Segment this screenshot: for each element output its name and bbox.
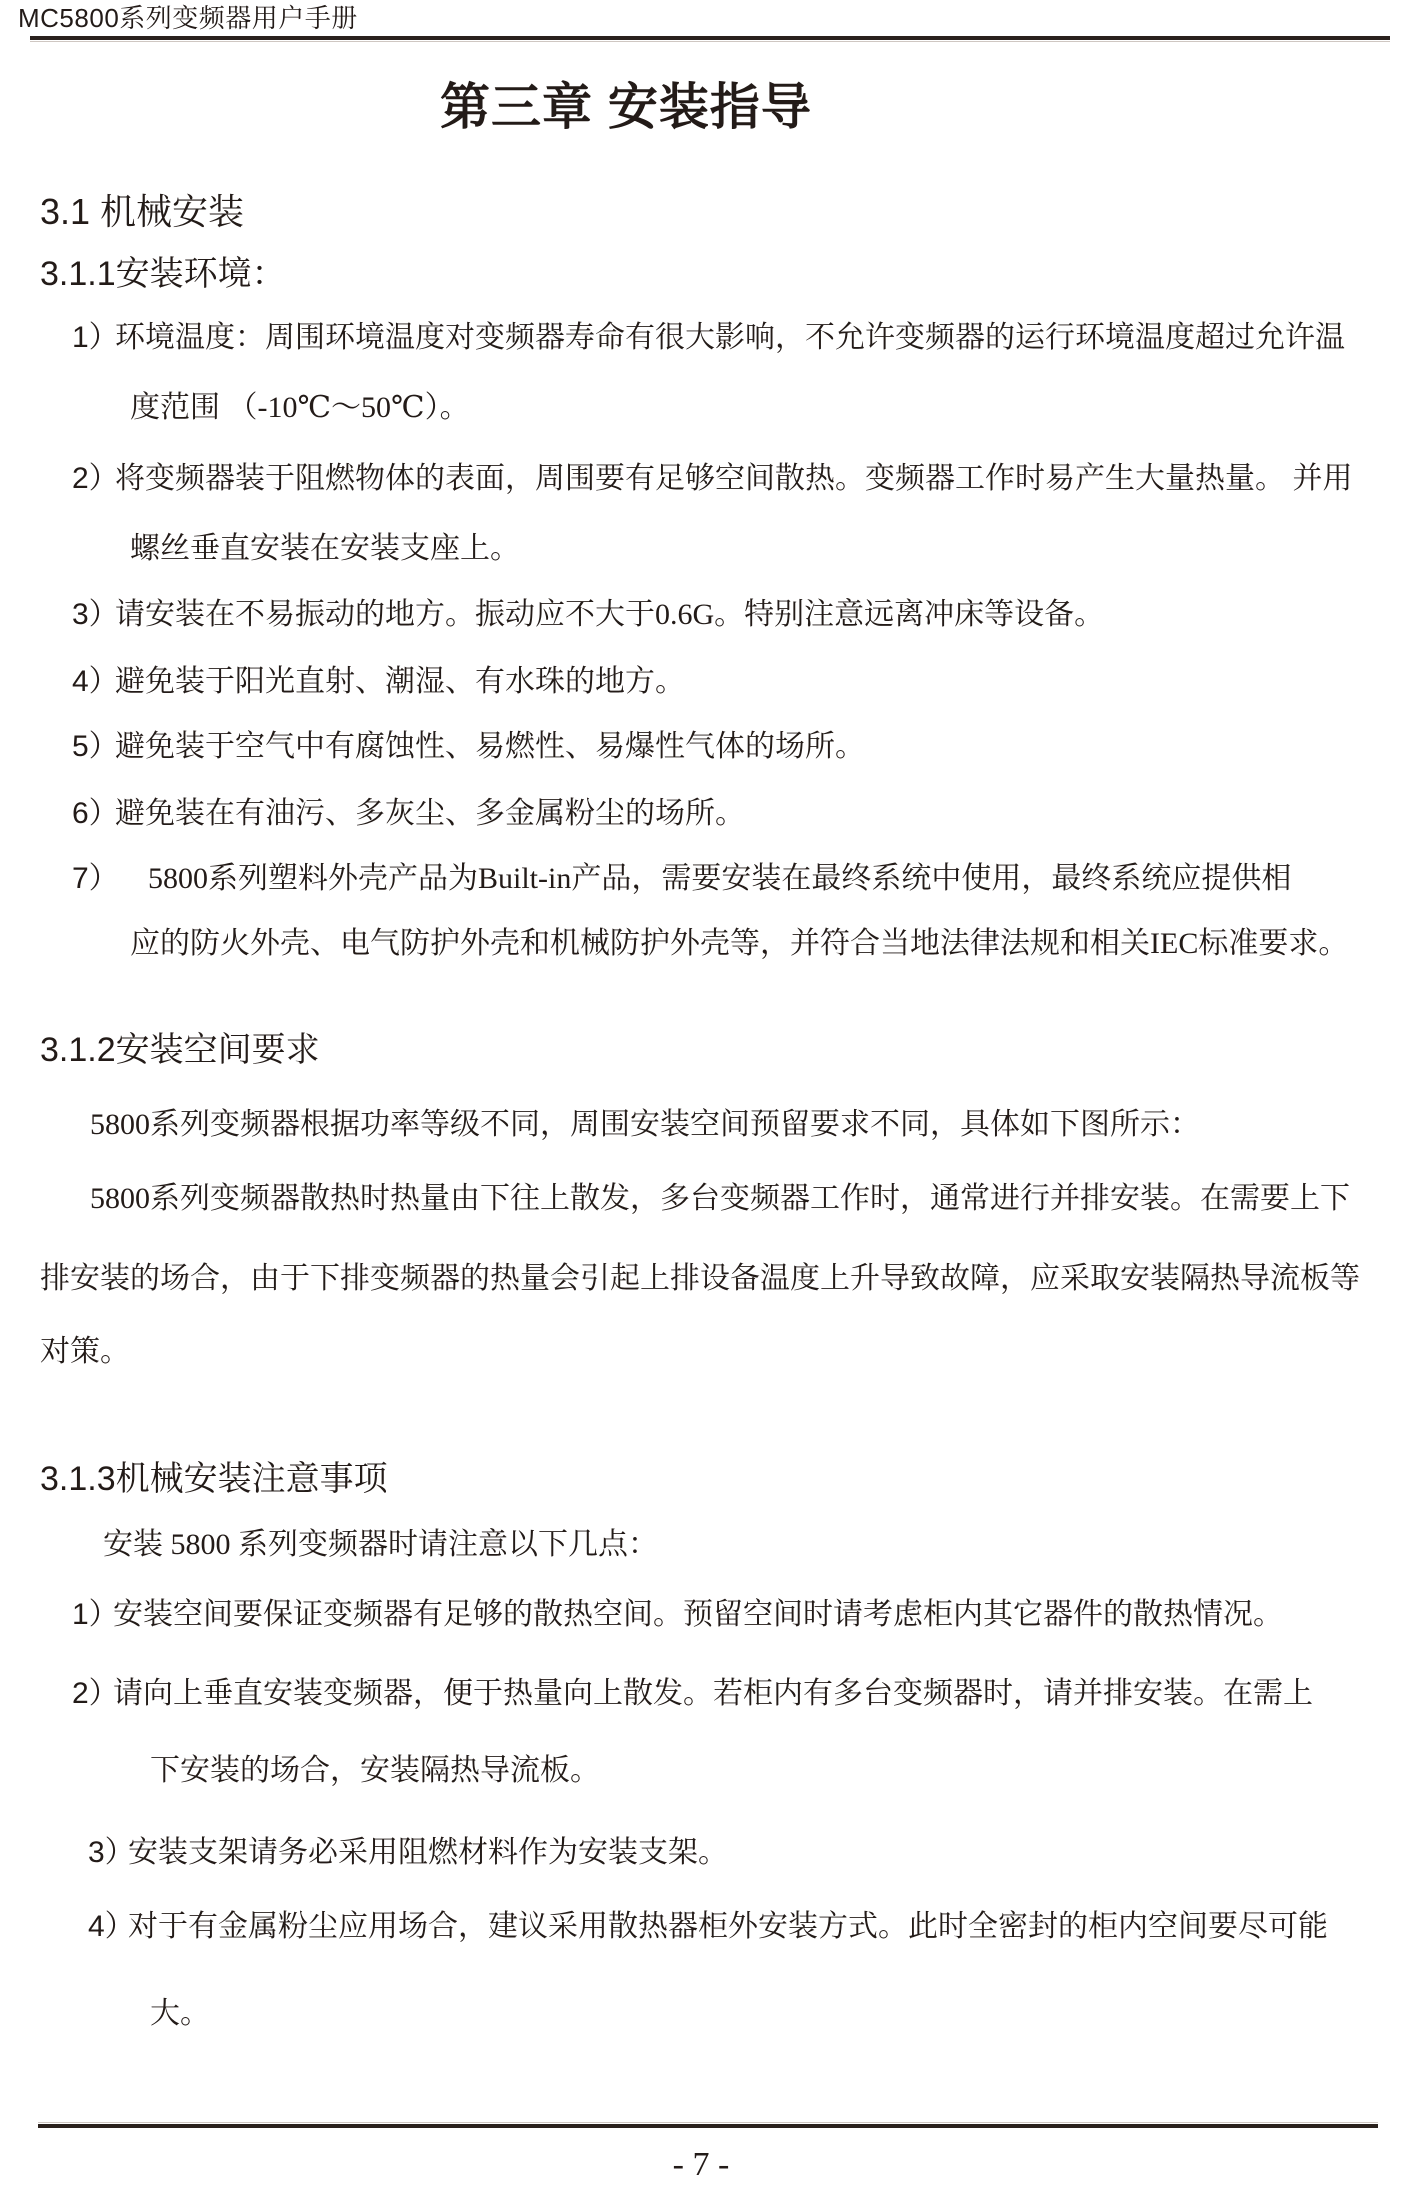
footer-rule: [38, 2124, 1378, 2128]
list-item-line: 安装支架请务必采用阻燃材料作为安装支架。: [128, 1836, 728, 1869]
list-item-line: 环境温度：周围环境温度对变频器寿命有很大影响，不允许变频器的运行环境温度超过允许温: [115, 321, 1345, 354]
list-item-number: 6）: [72, 797, 119, 830]
list-item-number: 2）: [72, 1677, 119, 1710]
paragraph-line: 安装 5800 系列变频器时请注意以下几点：: [103, 1528, 658, 1561]
section-3-1-heading: 3.1 机械安装: [40, 191, 245, 232]
list-item-number: 2）: [72, 462, 119, 495]
header-manual-title: MC5800系列变频器用户手册: [18, 3, 358, 33]
list-item-line: 将变频器装于阻燃物体的表面，周围要有足够空间散热。变频器工作时易产生大量热量。 并用: [115, 462, 1353, 495]
paragraph-line: 5800系列变频器根据功率等级不同，周围安装空间预留要求不同，具体如下图所示：: [90, 1108, 1200, 1141]
section-3-1-3-heading: 3.1.3机械安装注意事项: [40, 1460, 388, 1498]
list-item-line: 应的防火外壳、电气防护外壳和机械防护外壳等，并符合当地法律法规和相关IEC标准要求。: [130, 927, 1349, 960]
list-item-line: 下安装的场合，安装隔热导流板。: [150, 1754, 600, 1787]
list-item-line: 避免装于阳光直射、潮湿、有水珠的地方。: [115, 665, 685, 698]
list-item-line: 度范围 （-10℃～50℃）。: [130, 391, 470, 424]
list-item-number: 4）: [72, 665, 119, 698]
header-rule-shadow: [30, 41, 1390, 42]
section-3-1-1-heading: 3.1.1安装环境：: [40, 255, 286, 293]
paragraph-line: 5800系列变频器散热时热量由下往上散发，多台变频器工作时，通常进行并排安装。在需要上下: [90, 1182, 1350, 1215]
list-item-line: 安装空间要保证变频器有足够的散热空间。预留空间时请考虑柜内其它器件的散热情况。: [113, 1598, 1283, 1631]
footer-rule-shadow: [38, 2122, 1378, 2123]
list-item-line: 5800系列塑料外壳产品为Built-in产品，需要安装在最终系统中使用，最终系统应提供相: [148, 862, 1292, 895]
list-item-number: 5）: [72, 730, 119, 763]
list-item-number: 7）: [72, 862, 119, 895]
paragraph-line: 对策。: [40, 1335, 130, 1368]
list-item-number: 3）: [88, 1836, 135, 1869]
list-item-number: 1）: [72, 1598, 119, 1631]
header-rule: [30, 36, 1390, 40]
section-3-1-2-heading: 3.1.2安装空间要求: [40, 1031, 320, 1069]
list-item-line: 避免装于空气中有腐蚀性、易燃性、易爆性气体的场所。: [115, 730, 865, 763]
paragraph-line: 排安装的场合，由于下排变频器的热量会引起上排设备温度上升导致故障，应采取安装隔热导流板等: [40, 1262, 1360, 1295]
list-item-line: 对于有金属粉尘应用场合，建议采用散热器柜外安装方式。此时全密封的柜内空间要尽可能: [128, 1910, 1328, 1943]
list-item-number: 3）: [72, 598, 119, 631]
list-item-number: 4）: [88, 1910, 135, 1943]
list-item-line: 请向上垂直安装变频器，便于热量向上散发。若柜内有多台变频器时，请并排安装。在需上: [113, 1677, 1313, 1710]
list-item-line: 请安装在不易振动的地方。振动应不大于0.6G。特别注意远离冲床等设备。: [115, 598, 1105, 631]
list-item-line: 螺丝垂直安装在安装支座上。: [130, 532, 520, 565]
list-item-line: 大。: [150, 1997, 210, 2030]
page-number: - 7 -: [672, 2146, 730, 2183]
list-item-line: 避免装在有油污、多灰尘、多金属粉尘的场所。: [115, 797, 745, 830]
list-item-number: 1）: [72, 321, 119, 354]
chapter-title: 第三章 安装指导: [440, 79, 812, 135]
